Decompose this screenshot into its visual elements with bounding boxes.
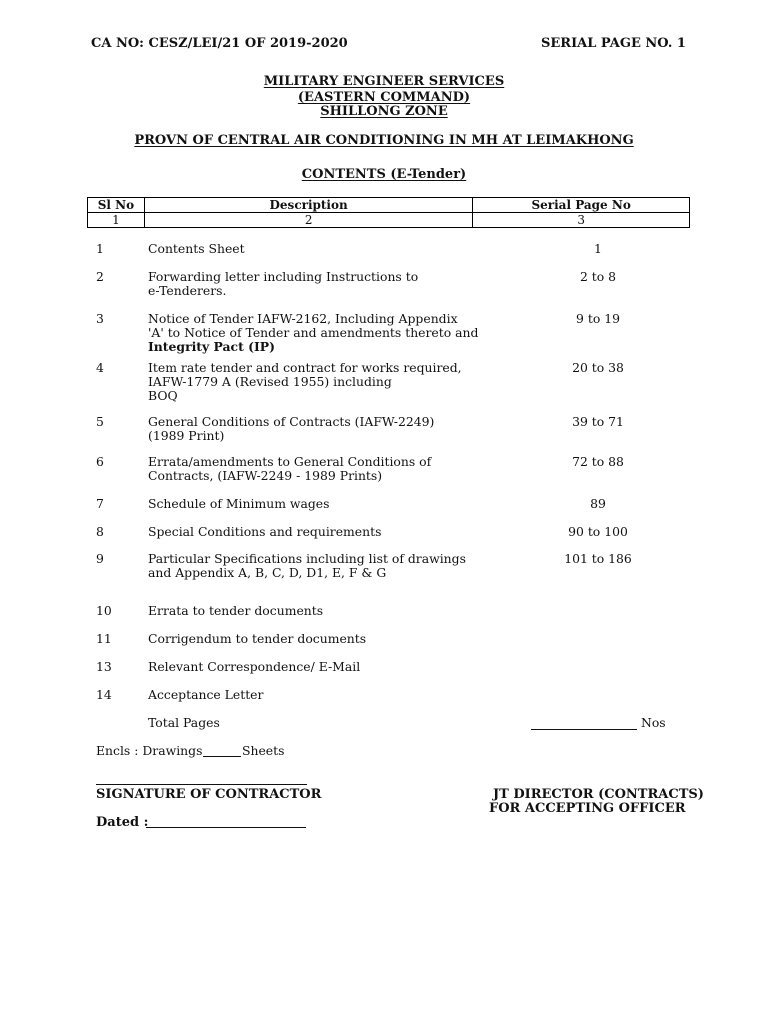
header-col-number-3: 3 (473, 213, 690, 228)
item-number: 9 (96, 551, 104, 566)
org-line-1: MILITARY ENGINEER SERVICES (263, 74, 505, 89)
item-description: Acceptance Letter (148, 687, 264, 702)
encls-label: Encls : Drawings (96, 743, 203, 758)
item-description: Errata to tender documents (148, 603, 324, 618)
header-sl-no: Sl No (88, 198, 145, 213)
item-description: Relevant Correspondence/ E-Mail (148, 659, 361, 674)
item-description: Item rate tender and contract for works required, IAFW-1779 A (Revised 1955) including BOQ (148, 360, 462, 403)
item-pages: 72 to 88 (572, 454, 624, 469)
item-pages: 20 to 38 (572, 360, 624, 375)
item-number: 13 (96, 659, 112, 674)
item-pages: 9 to 19 (576, 311, 620, 326)
header-col-number-1: 1 (88, 213, 145, 228)
encls-blank (203, 756, 241, 757)
contents-header-table (87, 197, 690, 228)
contents-title: CONTENTS (E-Tender) (301, 167, 467, 182)
item-number: 6 (96, 454, 104, 469)
item-number: 4 (96, 360, 104, 375)
item-number: 5 (96, 414, 104, 429)
ca-number: CA NO: CESZ/LEI/21 OF 2019-2020 (91, 36, 348, 51)
header-col-number-2: 2 (144, 213, 472, 228)
item-number: 7 (96, 496, 104, 511)
item-pages: 90 to 100 (568, 524, 628, 539)
header-serial-page: Serial Page No (473, 198, 690, 213)
item-pages: 89 (590, 496, 606, 511)
item-description: Notice of Tender IAFW-2162, Including Appendix 'A' to Notice of Tender and amendments thereto and Integrity Pact (IP) (148, 311, 479, 354)
dated-blank (146, 827, 306, 828)
item-number: 8 (96, 524, 104, 539)
serial-page-number: SERIAL PAGE NO. 1 (541, 36, 686, 51)
contractor-signature-label: SIGNATURE OF CONTRACTOR (96, 787, 322, 802)
item-description: Errata/amendments to General Conditions of Contracts, (IAFW-2249 - 1989 Prints) (148, 454, 432, 483)
item-description: Corrigendum to tender documents (148, 631, 367, 646)
org-line-3: SHILLONG ZONE (320, 104, 448, 119)
item-number: 3 (96, 311, 104, 326)
item-number: 2 (96, 269, 104, 284)
item-pages: 1 (594, 241, 602, 256)
item-pages: 101 to 186 (564, 551, 632, 566)
item-description: General Conditions of Contracts (IAFW-2249) (1989 Print) (148, 414, 435, 443)
header-description: Description (144, 198, 472, 213)
dated-label: Dated : (96, 815, 149, 830)
encls-suffix: Sheets (242, 743, 285, 758)
item-number: 14 (96, 687, 112, 702)
item-pages: 39 to 71 (572, 414, 624, 429)
work-title: PROVN OF CENTRAL AIR CONDITIONING IN MH AT LEIMAKHONG (134, 133, 634, 148)
item-description: Schedule of Minimum wages (148, 496, 330, 511)
officer-title-line-1: JT DIRECTOR (CONTRACTS) (493, 787, 704, 802)
total-pages-suffix: Nos (641, 715, 666, 730)
item-pages: 2 to 8 (579, 269, 617, 284)
item-description: Forwarding letter including Instructions to e-Tenderers. (148, 269, 419, 298)
org-line-2: (EASTERN COMMAND) (297, 90, 471, 105)
item-number: 10 (96, 603, 112, 618)
item-number: 1 (96, 241, 104, 256)
item-number: 11 (96, 631, 112, 646)
total-pages-blank (531, 729, 637, 730)
item-description: Contents Sheet (148, 241, 245, 256)
item-description: Special Conditions and requirements (148, 524, 382, 539)
total-pages-label: Total Pages (148, 715, 220, 730)
item-description: Particular Specifications including list of drawings and Appendix A, B, C, D, D1, E, F & G (148, 551, 466, 580)
signature-line (96, 784, 307, 785)
officer-title-line-2: FOR ACCEPTING OFFICER (489, 801, 686, 816)
